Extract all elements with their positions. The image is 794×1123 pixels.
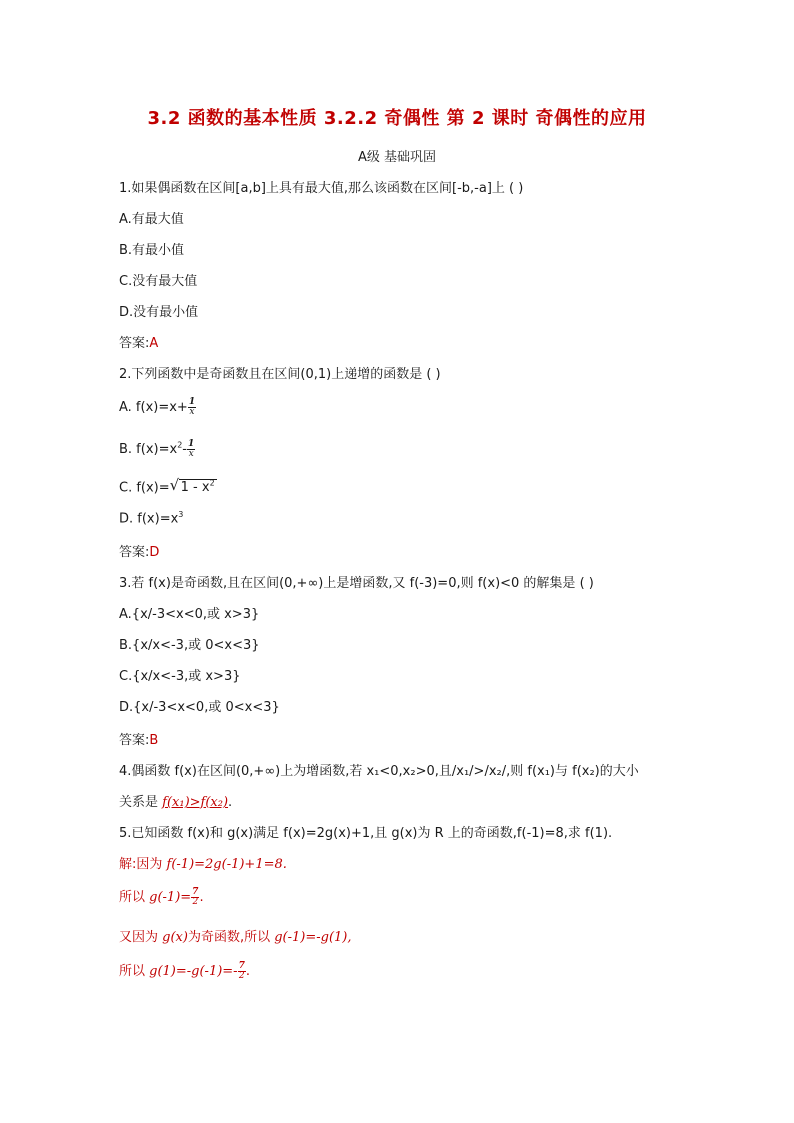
- q5-solution-line3: [119, 926, 352, 945]
- q4-line1: 4.偶函数 f(x)在区间(0,+∞)上为增函数,若 x₁<0,x₂>0,且/x₁/>/x₂/,则 f(x₁)与 f(x₂)的大小: [119, 764, 639, 779]
- q3-option-d: D.{x/-3<x<0,或 0<x<3}: [119, 700, 280, 715]
- answer-value: A: [149, 336, 159, 351]
- solution-label: 又因为: [119, 930, 163, 945]
- solution-fraction: [191, 888, 199, 907]
- solution-text: 为奇函数,所以: [187, 930, 275, 945]
- q2-option-d: [119, 510, 183, 526]
- minus-sign: -: [182, 442, 187, 457]
- q5-solution-line2: 所以 g(-1)= $\frac{7}{2}$ .: [119, 887, 204, 907]
- q2-answer: [119, 541, 159, 560]
- q2-option-a-prefix: A. f(x)=x+: [119, 400, 188, 415]
- q2-option-b: [119, 440, 195, 459]
- q1-answer: [119, 332, 158, 351]
- q2-option-c-prefix: C. f(x)=: [119, 480, 170, 496]
- q4-line2: [119, 791, 232, 810]
- q1-option-d: D.没有最小值: [119, 305, 199, 320]
- solution-label: 所以: [119, 890, 150, 905]
- exponent: 3: [178, 510, 184, 519]
- q2-option-c: [119, 476, 217, 496]
- fraction-numerator: 1: [187, 439, 195, 449]
- fraction-numerator: 7: [238, 961, 245, 971]
- fraction-denominator: 2: [238, 971, 245, 981]
- exponent: 2: [177, 440, 183, 450]
- q4-line2-suffix: .: [228, 795, 233, 810]
- page-title: 3.2 函数的基本性质 3.2.2 奇偶性 第 2 课时 奇偶性的应用: [147, 108, 647, 129]
- q1-option-c: C.没有最大值: [119, 274, 198, 289]
- answer-value: B: [149, 733, 159, 748]
- q2-option-b-prefix: B. f(x)=x: [119, 442, 178, 457]
- radicand-text: 1 - x: [180, 480, 210, 496]
- q1-stem: 1.如果偶函数在区间[a,b]上具有最大值,那么该函数在区间[-b,-a]上 ( ): [119, 181, 524, 196]
- q2-option-a: [119, 398, 196, 417]
- fraction-denominator: 2: [192, 897, 199, 907]
- answer-value: D: [149, 545, 160, 560]
- q3-stem: 3.若 f(x)是奇函数,且在区间(0,+∞)上是增函数,又 f(-3)=0,则 f(x)<0 的解集是 ( ): [119, 576, 594, 591]
- q3-option-c: C.{x/x<-3,或 x>3}: [119, 669, 241, 684]
- q5-solution-line1: [119, 853, 287, 872]
- radical-sign-icon: √: [169, 476, 180, 494]
- q2-stem: 2.下列函数中是奇函数且在区间(0,1)上递增的函数是 ( ): [119, 367, 441, 382]
- q2-option-b-fraction: [187, 440, 195, 459]
- solution-math: g(x): [162, 930, 188, 945]
- q5-solution-line4: 所以 g(1)=-g(-1)=- $\frac{7}{2}$ .: [119, 961, 250, 981]
- q4-answer-blank: f(x₁)>f(x₂): [162, 795, 229, 810]
- solution-math: g(-1)=-g(1),: [274, 930, 352, 945]
- q3-answer: [119, 729, 158, 748]
- fraction-denominator: x: [189, 407, 195, 417]
- q2-option-d-prefix: D. f(x)=x: [119, 511, 179, 527]
- square-root: [169, 476, 217, 496]
- solution-fraction: [238, 962, 246, 981]
- q1-option-a: A.有最大值: [119, 212, 184, 227]
- solution-math: g(-1)=: [149, 890, 192, 905]
- q3-option-b: B.{x/x<-3,或 0<x<3}: [119, 638, 260, 653]
- answer-label: 答案:: [119, 545, 150, 560]
- fraction-denominator: x: [188, 449, 194, 459]
- level-heading: A级 基础巩固: [357, 150, 437, 165]
- solution-label: 解:因为: [119, 857, 167, 872]
- answer-label: 答案:: [119, 733, 150, 748]
- q1-option-b: B.有最小值: [119, 243, 185, 258]
- q2-option-a-fraction: [188, 398, 196, 417]
- solution-label: 所以: [119, 964, 150, 979]
- q3-option-a: A.{x/-3<x<0,或 x>3}: [119, 607, 260, 622]
- exponent: 2: [209, 479, 215, 488]
- solution-math: f(-1)=2g(-1)+1=8.: [166, 857, 287, 872]
- answer-label: 答案:: [119, 336, 150, 351]
- q4-line2-prefix: 关系是: [119, 795, 163, 810]
- solution-math: g(1)=-g(-1)=-: [149, 964, 238, 979]
- q5-stem: 5.已知函数 f(x)和 g(x)满足 f(x)=2g(x)+1,且 g(x)为 R 上的奇函数,f(-1)=8,求 f(1).: [119, 826, 613, 841]
- fraction-numerator: 1: [188, 397, 196, 407]
- fraction-numerator: 7: [192, 887, 199, 897]
